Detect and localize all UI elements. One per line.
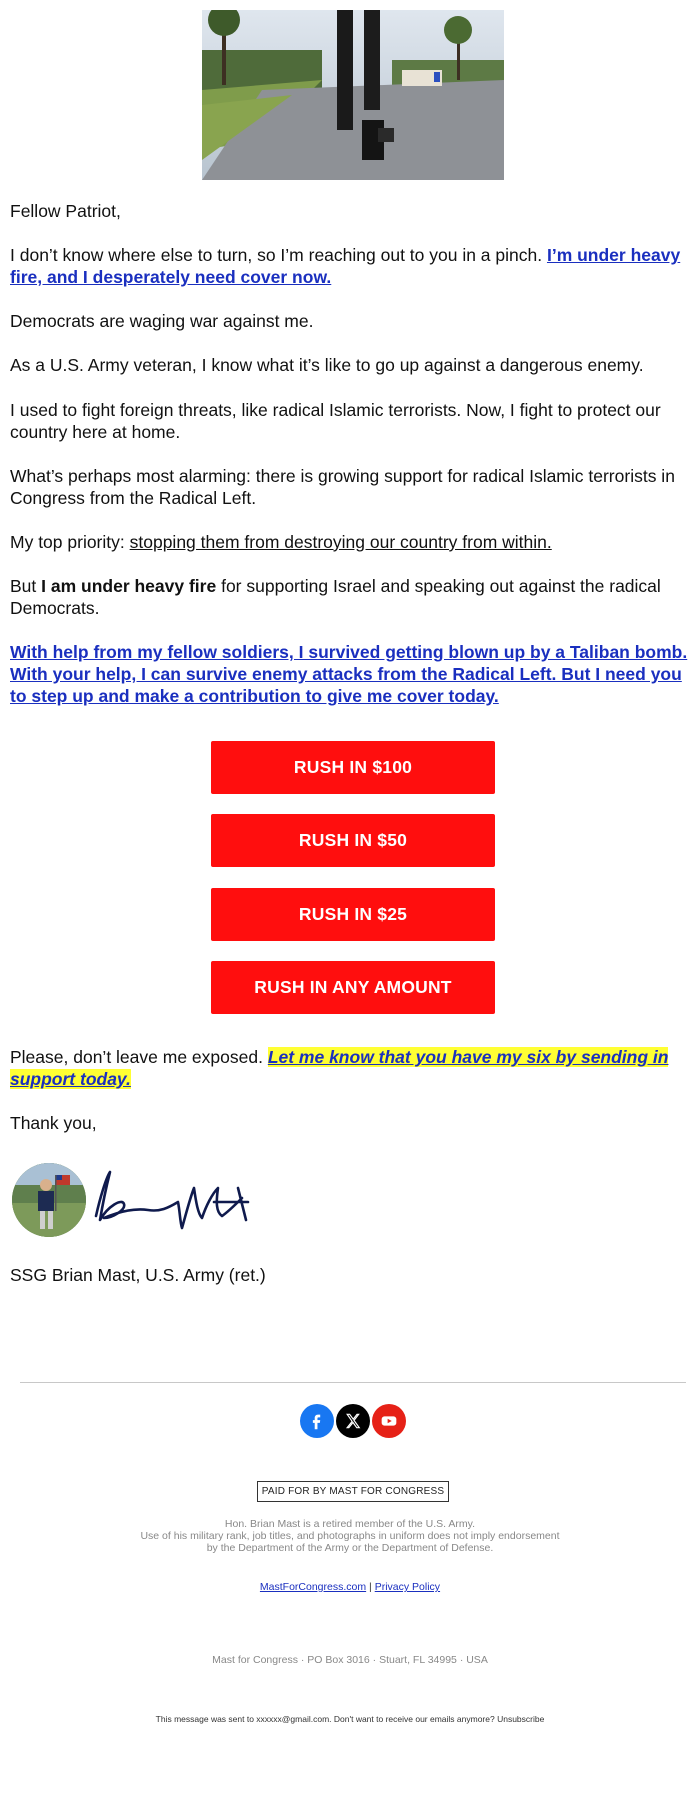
disclaimer-line-2: Use of his military rank, job titles, and photographs in uniform does not imply endorsement — [140, 1530, 560, 1542]
disclaimer-line-1: Hon. Brian Mast is a retired member of the U.S. Army. — [224, 1518, 476, 1530]
paragraph-2-text: Democrats are waging war against me. — [10, 311, 314, 331]
paragraph-2 — [10, 310, 694, 332]
sent-to-notice[interactable]: This message was sent to xxxxxx@gmail.com. Don't want to receive our emails anymore? Unsubscribe — [155, 1714, 545, 1724]
facebook-icon[interactable] — [300, 1404, 334, 1438]
rush-25-button[interactable]: RUSH IN $25 — [211, 888, 495, 941]
mailing-address: Mast for Congress · PO Box 3016 · Stuart, FL 34995 · USA — [212, 1654, 488, 1666]
disclaimer-line-3: by the Department of the Army or the Department of Defense. — [206, 1542, 494, 1554]
paragraph-7-post: for supporting Israel and speaking out against the radical Democrats. — [10, 576, 661, 618]
rush-any-amount-button[interactable]: RUSH IN ANY AMOUNT — [211, 961, 495, 1014]
signer-name: SSG Brian Mast, U.S. Army (ret.) — [10, 1265, 266, 1285]
paragraph-4-text: I used to fight foreign threats, like radical Islamic terrorists. Now, I fight to protect our country here at home. — [10, 400, 661, 442]
paragraph-7-pre: But — [10, 576, 42, 596]
greeting-text: Fellow Patriot, — [10, 201, 121, 221]
paragraph-1-text: I don’t know where else to turn, so I’m reaching out to you in a pinch. — [10, 245, 547, 265]
paragraph-5-text: What’s perhaps most alarming: there is growing support for radical Islamic terrorists in Congress from the Radical Left. — [10, 466, 675, 508]
paragraph-9-text: Please, don’t leave me exposed. — [10, 1047, 268, 1067]
paid-for-box: PAID FOR BY MAST FOR CONGRESS — [257, 1481, 449, 1502]
rush-100-button[interactable]: RUSH IN $100 — [211, 741, 495, 794]
paragraph-8 — [10, 641, 694, 707]
footer-links — [0, 1581, 700, 1593]
paragraph-6-text: My top priority: — [10, 532, 130, 552]
signer-photo — [12, 1163, 86, 1237]
footer-link-separator: | — [369, 1581, 372, 1593]
privacy-policy-link[interactable]: Privacy Policy — [374, 1581, 441, 1593]
signature-scribble — [88, 1158, 258, 1238]
paragraph-1 — [10, 244, 694, 288]
paragraph-6 — [10, 531, 694, 553]
contribution-link[interactable]: With help from my fellow soldiers, I survived getting blown up by a Taliban bomb. With your help, I can survive enemy attacks from the Radical Left. But I need you to step up and make a contribution to give me cover today. — [10, 642, 688, 706]
paragraph-9 — [10, 1046, 694, 1090]
signer-photo-graphic — [12, 1163, 86, 1237]
paragraph-4 — [10, 399, 694, 443]
site-link[interactable]: MastForCongress.com — [259, 1581, 367, 1593]
paragraph-3-text: As a U.S. Army veteran, I know what it’s like to go up against a dangerous enemy. — [10, 355, 644, 375]
closing — [10, 1112, 694, 1134]
top-priority-underlined: stopping them from destroying our country from within. — [129, 532, 552, 552]
support-today-link[interactable]: Let me know that you have my six by sending in support today. — [10, 1047, 669, 1089]
signer — [10, 1264, 694, 1286]
youtube-icon[interactable] — [372, 1404, 406, 1438]
rush-50-button[interactable]: RUSH IN $50 — [211, 814, 495, 867]
footer-divider — [20, 1382, 686, 1383]
closing-text: Thank you, — [10, 1113, 97, 1133]
heavy-fire-link[interactable]: I’m under heavy fire, and I desperately need cover now. — [10, 245, 681, 287]
paragraph-7 — [10, 575, 694, 619]
hero-photo-graphic — [202, 10, 504, 180]
paragraph-3 — [10, 354, 694, 376]
paragraph-7-bold: I am under heavy fire — [41, 576, 217, 596]
greeting — [10, 200, 694, 222]
hero-image — [202, 10, 504, 180]
x-icon[interactable] — [336, 1404, 370, 1438]
paragraph-5 — [10, 465, 694, 509]
